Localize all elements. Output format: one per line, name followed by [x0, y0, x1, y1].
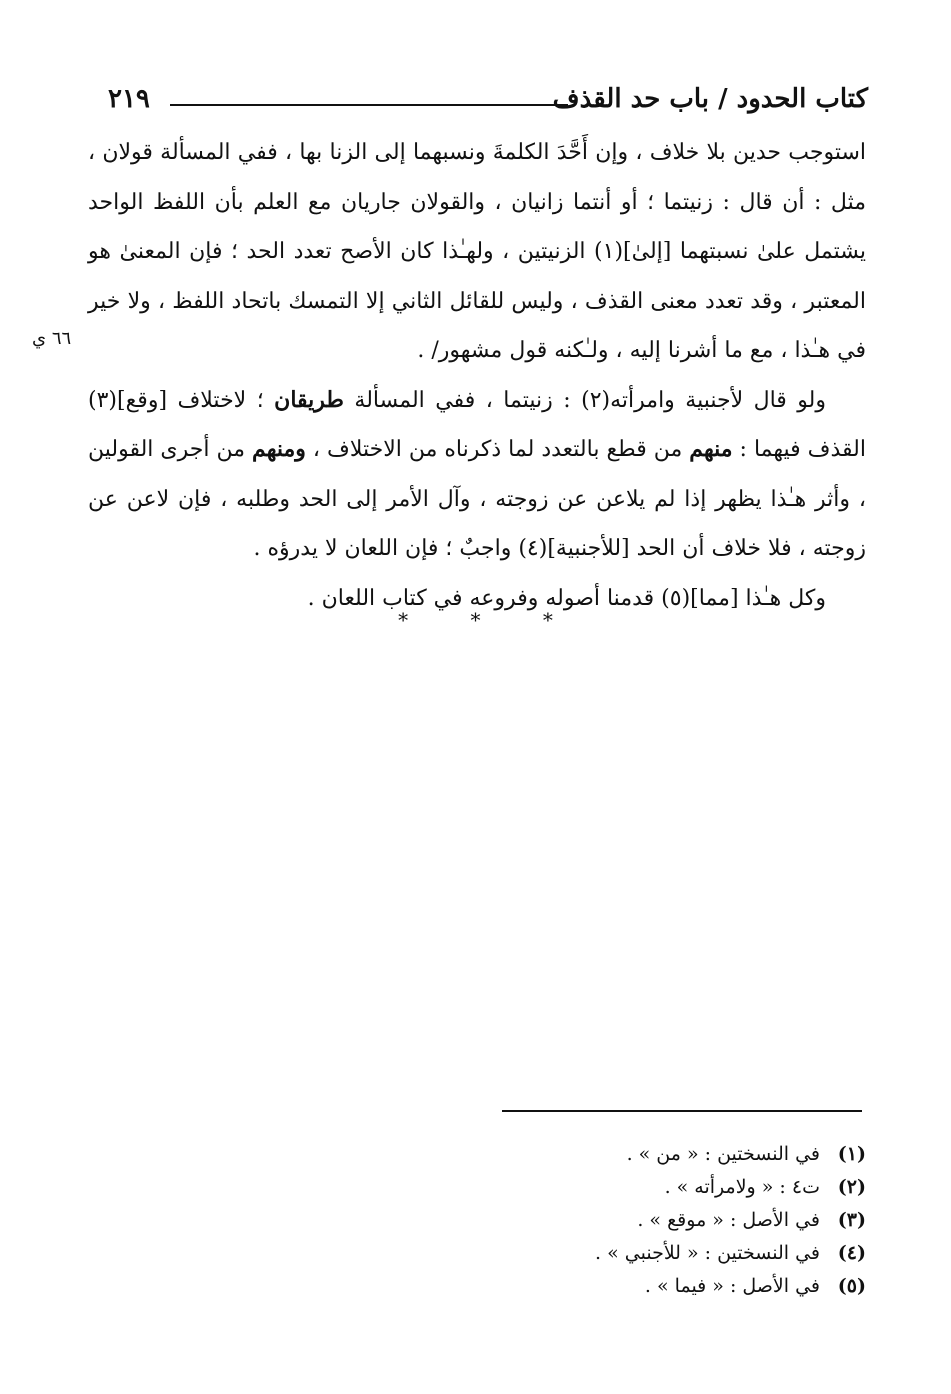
- footnote-number: (٣): [837, 1209, 866, 1231]
- footnote-number: (٥): [837, 1275, 866, 1297]
- footnote-number: (١): [837, 1143, 866, 1165]
- footnote-number: (٤): [837, 1242, 866, 1264]
- text-segment: وكل هـٰذا [مما](٥) قدمنا أصوله وفروعه في كتاب اللعان .: [307, 585, 826, 611]
- footnote-text: في النسختين : « للأجنبي » .: [595, 1242, 820, 1264]
- footnote-5: [500, 1270, 866, 1303]
- footnote-2: [500, 1171, 866, 1204]
- footnote-3: [500, 1204, 866, 1237]
- main-text: [88, 128, 866, 623]
- footnote-text: في الأصل : « فيما » .: [644, 1275, 820, 1297]
- text-segment: ولو قال لأجنبية وامرأته(٢) : زنيتما ، ففي المسألة: [343, 387, 826, 413]
- running-header: [108, 84, 868, 120]
- paragraph-2: [88, 376, 866, 574]
- paragraph-1: [88, 128, 866, 376]
- text-segment: من أجرى القولين ، وأثر هـٰذا يظهر إذا لم يلاعن عن زوجته ، وآل الأمر إلى الحد وطلبه ، فإن لاعن عن زوجته ، فلا خلاف أن الحد [للأجنبية](٤) واجبٌ ؛ فإن اللعان لا يدرؤه .: [88, 437, 866, 561]
- footnote-text: في الأصل : « موقع » .: [637, 1209, 820, 1231]
- footnote-text: ت٤ : « ولامرأته » .: [664, 1176, 820, 1198]
- bold-term: طريقان: [274, 386, 344, 413]
- footnote-text: في النسختين : « من » .: [626, 1143, 820, 1165]
- page-number: ٢١٩: [108, 84, 150, 114]
- text-segment: من قطع بالتعدد لما ذكرناه من الاختلاف ،: [305, 437, 690, 462]
- bold-term: ومنهم: [252, 436, 306, 462]
- footnote-4: [500, 1237, 866, 1270]
- header-rule: [170, 104, 568, 106]
- footnote-1: [500, 1138, 866, 1171]
- margin-reference: ٦٦ ي: [32, 328, 72, 349]
- footnote-rule: [502, 1110, 862, 1112]
- footnote-number: (٢): [837, 1176, 866, 1198]
- text-segment: ؛ لاختلاف [وقع](٣) القذف فيهما :: [88, 387, 866, 462]
- header-title: كتاب الحدود / باب حد القذف: [552, 84, 868, 114]
- footnotes: [500, 1138, 866, 1303]
- section-separator: * * *: [398, 608, 581, 632]
- bold-term: منهم: [689, 436, 733, 462]
- text-segment: استوجب حدين بلا خلاف ، وإن أَحَّدَ الكلمةَ ونسبهما إلى الزنا بها ، ففي المسألة قولان ، مثل : أن قال : زنيتما ؛ أو أنتما زانيان ، والقولان جاريان مع العلم بأن اللفظ الواحد يشتمل علىٰ نسبتهما [إلىٰ](١) الزنيتين ، ولهـٰذا كان الأصح تعدد الحد ؛ فإن المعنىٰ هو المعتبر ، وقد تعدد معنى القذف ، وليس للقائل الثاني إلا التمسك باتحاد اللفظ ، ولا خير في هـٰذا ، مع ما أشرنا إليه ، ولـٰكنه قول مشهور/ .: [88, 140, 866, 363]
